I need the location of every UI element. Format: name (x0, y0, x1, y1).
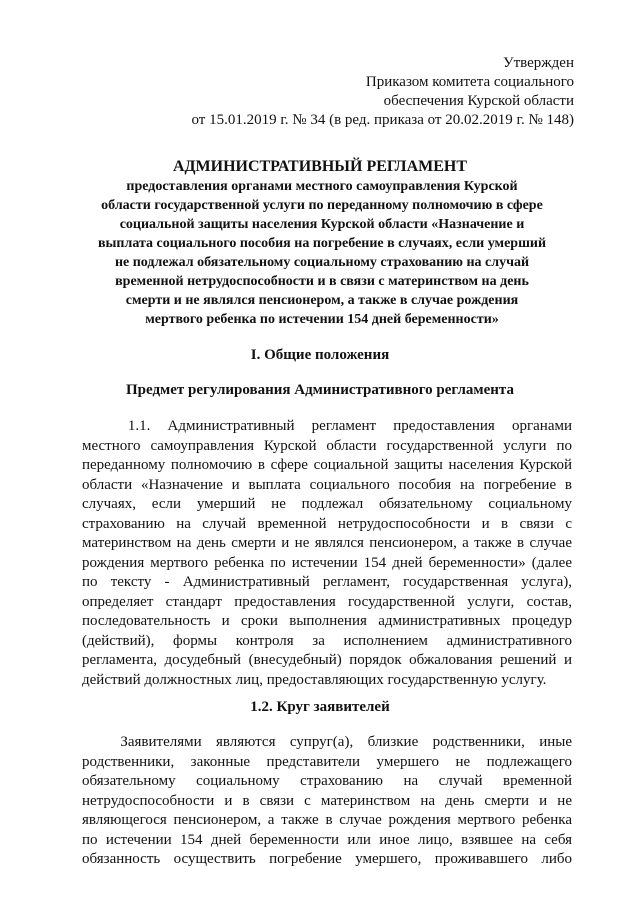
paragraph-line: переданному полномочию в сфере социальной защиты населения Курской (82, 457, 572, 473)
document-subtitle (80, 177, 564, 329)
paragraph-line: нетрудоспособности и в связи с материнством на день смерти и не (82, 792, 572, 809)
paragraph-line: (действий), формы контроля за исполнением административного (82, 632, 572, 649)
approval-stamp (104, 54, 574, 130)
subtitle-line: мертвого ребенка по истечении 154 дней беременности» (145, 312, 499, 327)
paragraph-line: действий должностных лиц, предоставляющих государственную услугу. (82, 671, 547, 688)
subtitle-line: выплата социального пособия на погребение в случаях, если умерший (97, 236, 547, 251)
document-title: АДМИНИСТРАТИВНЫЙ РЕГЛАМЕНТ (172, 158, 468, 175)
paragraph-line: последовательность и сроки выполнения административных процедур (82, 613, 572, 629)
section-heading-applicants: 1.2. Круг заявителей (250, 699, 390, 715)
paragraph-line: местного самоуправления Курской области государственной услуги по (82, 437, 572, 454)
paragraph-line: родственники, законные представители умершего не подлежащего (82, 753, 572, 770)
paragraph-line: регламента, досудебный (внесудебный) порядок обжалования решений и (82, 652, 572, 668)
paragraph-line: определяет стандарт предоставления государственной услуги, состав, (82, 593, 572, 610)
paragraph-line: рождения мертвого ребенка по истечении 154 дней беременности» (далее (82, 554, 572, 571)
subtitle-line: смерти и не являлся пенсионером, а также в случае рождения (125, 293, 519, 308)
paragraph-line: обязанность осуществить погребение умершего, проживавшего либо (82, 851, 572, 867)
approval-line: Утвержден (502, 55, 574, 71)
paragraph-line: области «Назначение и выплата социального пособия на погребение в (82, 476, 572, 493)
paragraph-line: страхованию на случай временной нетрудоспособности и в связи с (82, 515, 572, 532)
subtitle-line: временной нетрудоспособности и в связи с материнством на день (115, 274, 529, 289)
paragraph-line: материнством на день смерти и не являлся пенсионером, а также в случае (82, 535, 572, 551)
subtitle-line: социальной защиты населения Курской области «Назначение и (119, 217, 525, 232)
approval-line: обеспечения Курской области (383, 93, 574, 109)
subtitle-line: области государственной услуги по переданному полномочию в сфере (101, 198, 543, 213)
subtitle-line: предоставления органами местного самоуправления Курской (126, 179, 518, 194)
subtitle-line: не подлежал обязательному социальному страхованию на случай (114, 255, 530, 270)
paragraph-1-1 (82, 417, 572, 690)
paragraph-line: по истечении 154 дней беременности или иное лицо, взявшее на себя (82, 831, 572, 848)
paragraph-line: Заявителями являются супруг(а), близкие родственники, иные (82, 734, 572, 750)
section-heading-general: I. Общие положения (250, 347, 390, 363)
approval-line: Приказом комитета социального (365, 74, 574, 90)
section-heading-subject: Предмет регулирования Административного регламента (126, 382, 514, 398)
paragraph-line: случаях, если умерший не подлежал обязательному социальному (82, 496, 572, 512)
paragraph-line: по тексту - Административный регламент, государственная услуга), (82, 574, 572, 590)
approval-line: от 15.01.2019 г. № 34 (в ред. приказа от 20.02.2019 г. № 148) (191, 112, 574, 128)
paragraph-line: являющегося пенсионером, а также в случае рождения мертвого ребенка (82, 812, 572, 828)
paragraph-line: обязательному социальному страхованию на случай временной (82, 773, 572, 789)
paragraph-1-2 (82, 733, 572, 870)
paragraph-line: 1.1. Административный регламент предоставления органами (82, 418, 572, 434)
